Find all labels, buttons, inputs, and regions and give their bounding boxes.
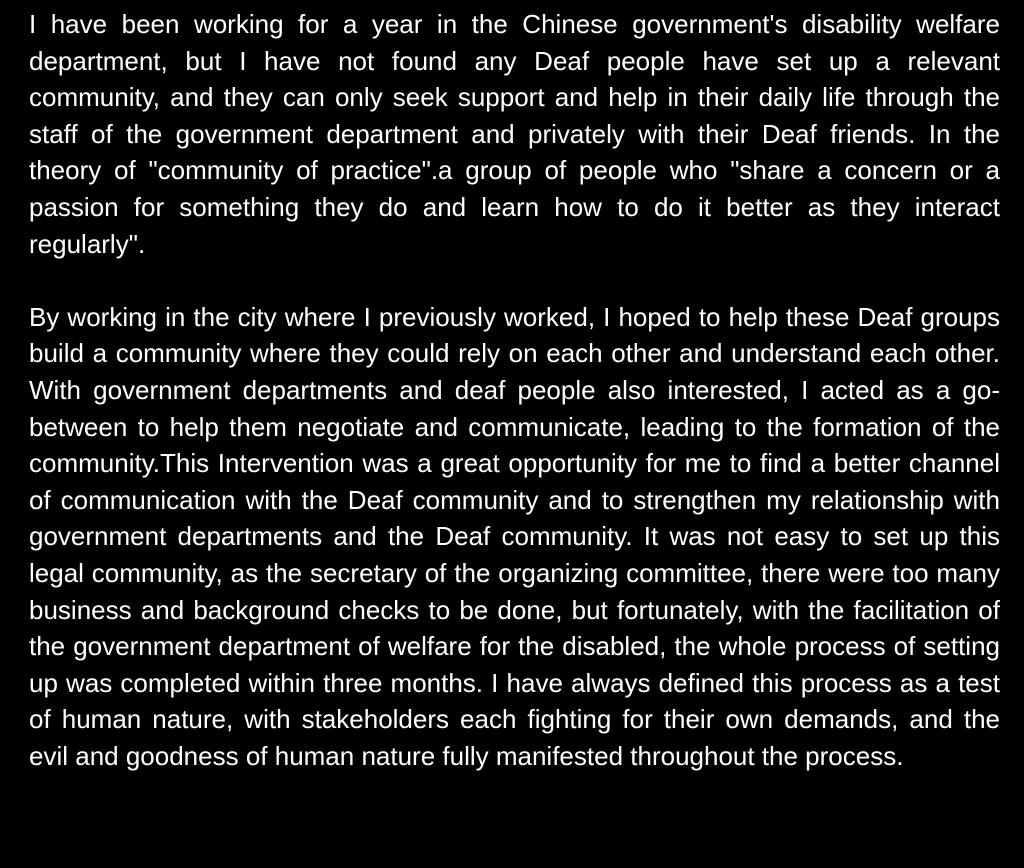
paragraph-2: By working in the city where I previously worked, I hoped to help these Deaf groups build a community where they could rely on each other and understand each other. With government departments and deaf people also interested, I acted as a go-between to help them negotiate and communicate, leading to the formation of the community.This Intervention was a great opportunity for me to find a better channel of communication with the Deaf community and to strengthen my relationship with government departments and the Deaf community. It was not easy to set up this legal community, as the secretary of the organizing committee, there were too many business and background checks to be done, but fortunately, with the facilitation of the government department of welfare for the disabled, the whole process of setting up was completed within three months. I have always defined this process as a test of human nature, with stakeholders each fighting for their own demands, and the evil and goodness of human nature fully manifested throughout the process. (29, 301, 1000, 771)
paragraph-1: I have been working for a year in the Chinese government's disability welfare department, but I have not found any Deaf people have set up a relevant community, and they can only seek support and help in their daily life through the staff of the government department and privately with their Deaf friends. In the theory of "community of practice".a group of people who "share a concern or a passion for something they do and learn how to do it better as they interact regularly". (29, 9, 1000, 259)
